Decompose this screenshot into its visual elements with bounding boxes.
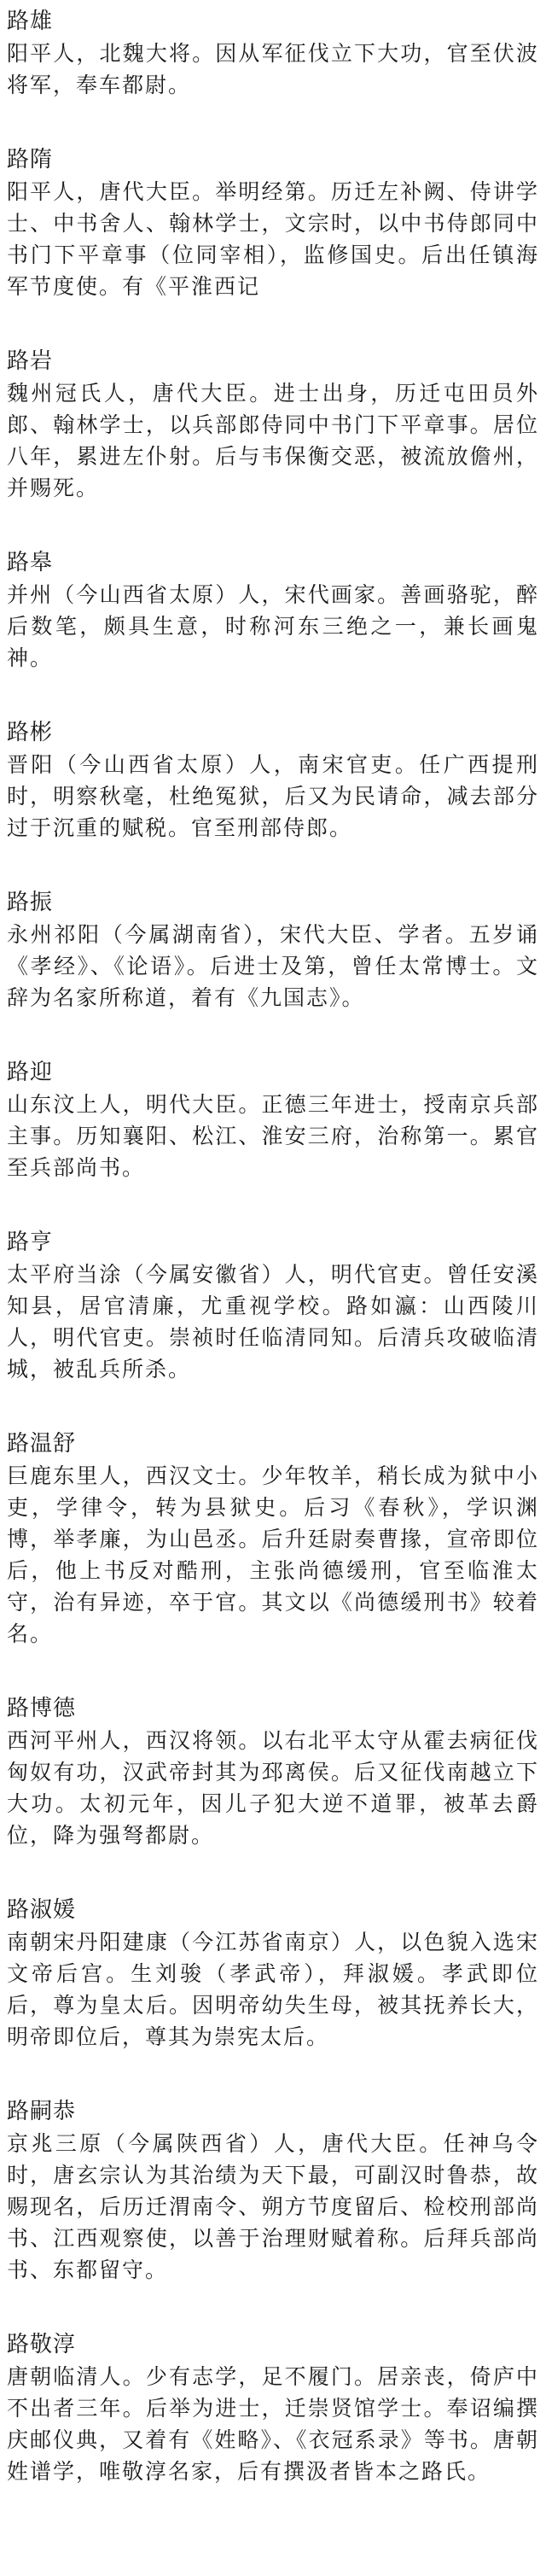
surname-entry (7, 2328, 539, 2487)
entry-name: 路皋 (7, 550, 54, 575)
entry-name: 路博德 (7, 1696, 77, 1721)
entry-name: 路隋 (7, 147, 54, 172)
entry-text: 唐朝临清人。少有志学，足不履门。居亲丧，倚庐中不出者三年。后举为进士，迁崇贤馆学士。奉诏编撰庆邮仪典，又着有《姓略》、《衣冠系录》等书。唐朝姓谱学，唯敬淳名家，后有撰汲者皆本之路氏。 (7, 2364, 539, 2484)
entry-name: 路彬 (7, 720, 54, 745)
surname-entry (7, 345, 539, 504)
entry-text: 阳平人，北魏大将。因从军征伐立下大功，官至伏波将军，奉车都尉。 (7, 41, 539, 97)
entry-name: 路淑媛 (7, 1897, 77, 1923)
surname-entry (7, 2095, 539, 2286)
surname-entry (7, 886, 539, 1013)
surname-entry (7, 1692, 539, 1851)
entry-name: 路振 (7, 890, 54, 915)
surname-entry (7, 1428, 539, 1650)
entry-name: 路嗣恭 (7, 2099, 77, 2124)
entry-name: 路迎 (7, 1060, 54, 1085)
entry-text: 巨鹿东里人，西汉文士。少年牧羊，稍长成为狱中小吏，学律令，转为县狱史。后习《春秋》，学识渊博，举孝廉，为山邑丞。后升廷尉奏曹掾，宣帝即位后，他上书反对酷刑，主张尚德缓刑，官至临淮太守，治有异迹，卒于官。其文以《尚德缓刑书》较着名。 (7, 1463, 539, 1646)
entry-text: 山东汶上人，明代大臣。正德三年进士，授南京兵部主事。历知襄阳、松江、淮安三府，治称第一。累官至兵部尚书。 (7, 1092, 539, 1180)
surname-entry (7, 5, 539, 101)
surname-entry (7, 1226, 539, 1385)
entry-text: 京兆三原（今属陕西省）人，唐代大臣。任神乌令时，唐玄宗认为其治绩为天下最，可副汉时鲁恭，故赐现名，后历迁渭南令、朔方节度留后、检校刑部尚书、江西观察使，以善于治理财赋着称。后拜兵部尚书、东都留守。 (7, 2131, 539, 2282)
entry-name: 路敬淳 (7, 2332, 77, 2357)
surname-entry (7, 716, 539, 844)
entry-name: 路温舒 (7, 1431, 77, 1457)
surname-entry (7, 143, 539, 302)
entry-text: 并州（今山西省太原）人，宋代画家。善画骆驼，醉后数笔，颇具生意，时称河东三绝之一，兼长画鬼神。 (7, 582, 539, 670)
entry-text: 魏州冠氏人，唐代大臣。进士出身，历迁屯田员外郎、翰林学士，以兵部郎侍同中书门下平章事。居位八年，累进左仆射。后与韦保衡交恶，被流放儋州，并赐死。 (7, 381, 539, 500)
entry-text: 西河平州人，西汉将领。以右北平太守从霍去病征伐匈奴有功，汉武帝封其为邳离侯。后又征伐南越立下大功。太初元年，因儿子犯大逆不道罪，被革去爵位，降为强弩都尉。 (7, 1728, 539, 1848)
entry-text: 永州祁阳（今属湖南省），宋代大臣、学者。五岁诵《孝经》、《论语》。后进士及第，曾任太常博士。文辞为名家所称道，着有《九国志》。 (7, 922, 539, 1010)
entry-text: 太平府当涂（今属安徽省）人，明代官吏。曾任安溪知县，居官清廉，尤重视学校。路如瀛：山西陵川人，明代官吏。崇祯时任临清同知。后清兵攻破临清城，被乱兵所杀。 (7, 1262, 539, 1381)
entry-name: 路岩 (7, 348, 54, 374)
entry-text: 南朝宋丹阳建康（今江苏省南京）人，以色貌入选宋文帝后宫。生刘骏（孝武帝），拜淑媛。孝武即位后，尊为皇太后。因明帝幼失生母，被其抚养长大，明帝即位后，尊其为崇宪太后。 (7, 1930, 539, 2049)
surname-entry (7, 1894, 539, 2053)
entry-name: 路亨 (7, 1230, 54, 1255)
surname-entry (7, 546, 539, 674)
entry-text: 阳平人，唐代大臣。举明经第。历迁左补阙、侍讲学士、中书舍人、翰林学士，文宗时，以中书侍郎同中书门下平章事（位同宰相），监修国史。后出任镇海军节度使。有《平淮西记 (7, 179, 539, 299)
entry-name: 路雄 (7, 9, 54, 34)
entry-text: 晋阳（今山西省太原）人，南宋官吏。任广西提刑时，明察秋毫，杜绝冤狱，后又为民请命，减去部分过于沉重的赋税。官至刑部侍郎。 (7, 752, 539, 840)
surname-entry (7, 1056, 539, 1183)
